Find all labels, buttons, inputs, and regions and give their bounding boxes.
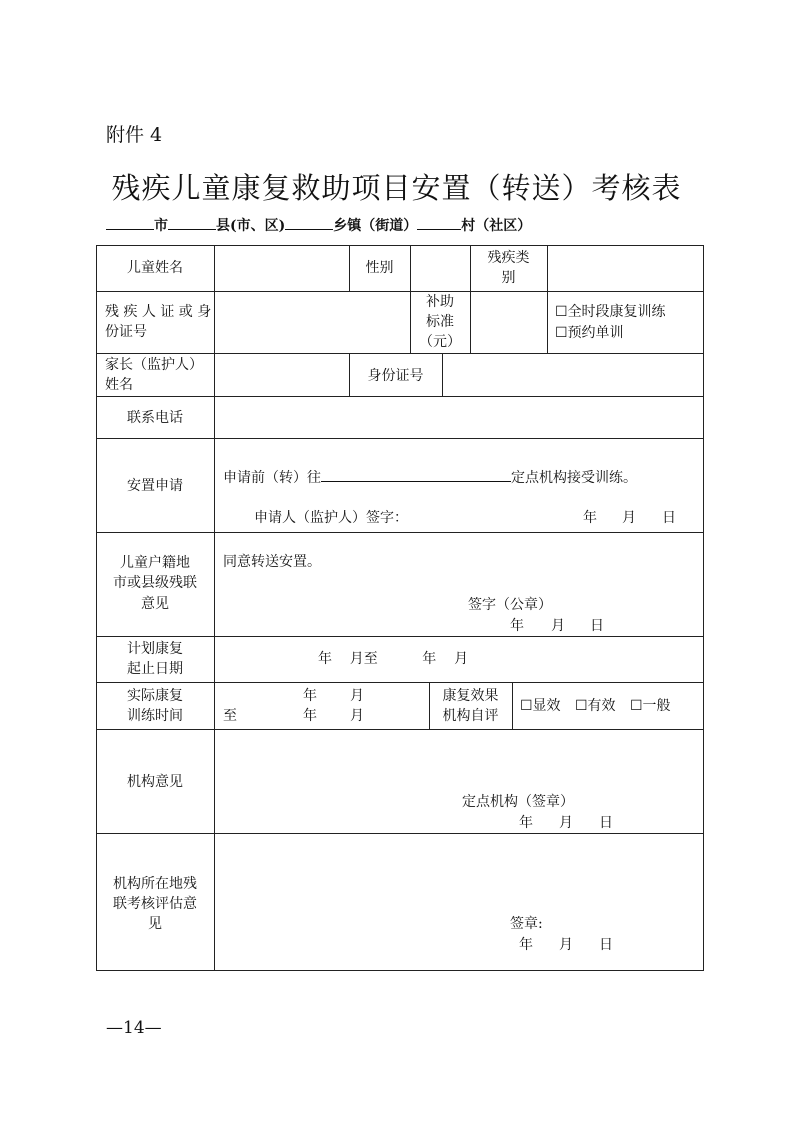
date-day: 日 [590,618,604,634]
row-divider [96,438,704,439]
to-label: 至 [223,708,237,724]
id-label-1: 残 疾 人 证 或 身 [105,304,212,320]
planned-period-label-2: 起止日期 [127,661,183,677]
checkbox-icon[interactable]: ☐ [555,304,568,320]
county-blank[interactable] [168,215,216,230]
option-booking[interactable] [555,323,624,343]
evaluation-label-3: 见 [148,916,162,932]
parent-id-label: 身份证号 [367,368,424,384]
row-divider [96,291,704,292]
actual-time-label-2: 训练时间 [127,708,183,724]
end-month: 月 [350,708,364,724]
seal-signature-label: 签字（公章） [468,597,552,613]
id-number-field[interactable] [216,293,409,351]
date-year: 年 [510,618,524,634]
date-month: 月 [559,815,573,831]
option-booking-label: 预约单训 [567,325,624,341]
effect-label-1: 康复效果 [442,688,499,704]
city-blank[interactable] [106,215,154,230]
row-divider [96,532,704,533]
placement-application-label: 安置申请 [127,478,183,494]
effect-label-2: 机构自评 [442,708,499,724]
date-year: 年 [583,510,597,526]
evaluation-label-1: 机构所在地残 [113,876,197,892]
disability-type-field[interactable] [548,247,702,290]
date-day: 日 [599,815,613,831]
date-year: 年 [519,815,533,831]
parent-name-label-1: 家长（监护人） [105,357,203,373]
row-divider [96,729,704,730]
assessment-form-table [96,245,704,971]
gender-label: 性别 [365,260,394,276]
evaluation-seal-label: 签章: [510,916,543,932]
checkbox-icon[interactable]: ☐ [555,325,568,341]
phone-label: 联系电话 [127,410,183,426]
planned-period-text: 年 月至 年 月 [318,651,469,667]
disabled-federation-label-1: 儿童户籍地 [120,555,190,571]
application-text: 申请前（转）往 定点机构接受训练。 [223,467,637,488]
date-year: 年 [519,937,533,953]
row-divider [96,353,704,354]
row-divider [96,396,704,397]
institution-opinion-label: 机构意见 [127,774,183,790]
parent-name-label-2: 姓名 [105,377,133,393]
village-blank[interactable] [417,215,461,230]
attachment-label: 附件 4 [106,124,163,146]
parent-id-field[interactable] [443,355,702,395]
form-border-top [96,245,704,246]
form-border-bottom [96,970,704,971]
town-label: 乡镇（街道） [333,218,418,234]
subsidy-field[interactable] [471,293,546,351]
subsidy-label-3: （元） [419,334,461,350]
subsidy-label-1: 补助 [426,294,454,310]
page-number: —14— [106,1018,162,1038]
label-column-divider [214,245,215,971]
date-month: 月 [622,510,636,526]
form-border-right [703,245,704,971]
option-significant[interactable]: ☐显效 [520,698,561,714]
parent-name-field[interactable] [216,355,348,395]
row-divider [96,833,704,834]
institution-blank[interactable] [321,467,511,482]
option-effective[interactable]: ☐有效 [575,698,616,714]
disability-type-label-1: 残疾类 [487,250,530,266]
date-day: 日 [662,510,676,526]
phone-field[interactable] [216,398,702,437]
agree-transfer-text: 同意转送安置。 [223,554,321,570]
city-label: 市 [154,218,168,234]
option-full-time[interactable] [555,302,666,322]
cell-divider [512,682,513,729]
disabled-federation-label-2: 市或县级残联 [113,575,197,591]
institution-seal-label: 定点机构（签章） [462,794,574,810]
region-line [106,215,531,235]
child-name-label: 儿童姓名 [127,260,183,276]
applicant-signature-label: 申请人（监护人）签字： [254,510,408,526]
subsidy-label-2: 标准 [426,314,454,330]
town-blank[interactable] [285,215,333,230]
row-divider [96,682,704,683]
disability-type-label-2: 别 [501,270,516,286]
date-month: 月 [551,618,565,634]
gender-field[interactable] [411,247,469,290]
option-normal[interactable]: ☐一般 [630,698,671,714]
planned-period-label-1: 计划康复 [127,641,183,657]
date-month: 月 [559,937,573,953]
page-title: 残疾儿童康复救助项目安置（转送）考核表 [111,171,682,205]
start-year: 年 [303,688,317,704]
start-month: 月 [350,688,364,704]
county-label: 县(市、区) [216,218,286,234]
option-full-time-label: 全时段康复训练 [567,304,666,320]
actual-time-label-1: 实际康复 [127,688,183,704]
child-name-field[interactable] [216,247,348,290]
village-label: 村（社区） [461,218,532,234]
disabled-federation-label-3: 意见 [141,596,169,612]
end-year: 年 [303,708,317,724]
id-label-2: 份证号 [105,324,147,340]
evaluation-label-2: 联考核评估意 [113,896,197,912]
date-day: 日 [599,937,613,953]
row-divider [96,636,704,637]
